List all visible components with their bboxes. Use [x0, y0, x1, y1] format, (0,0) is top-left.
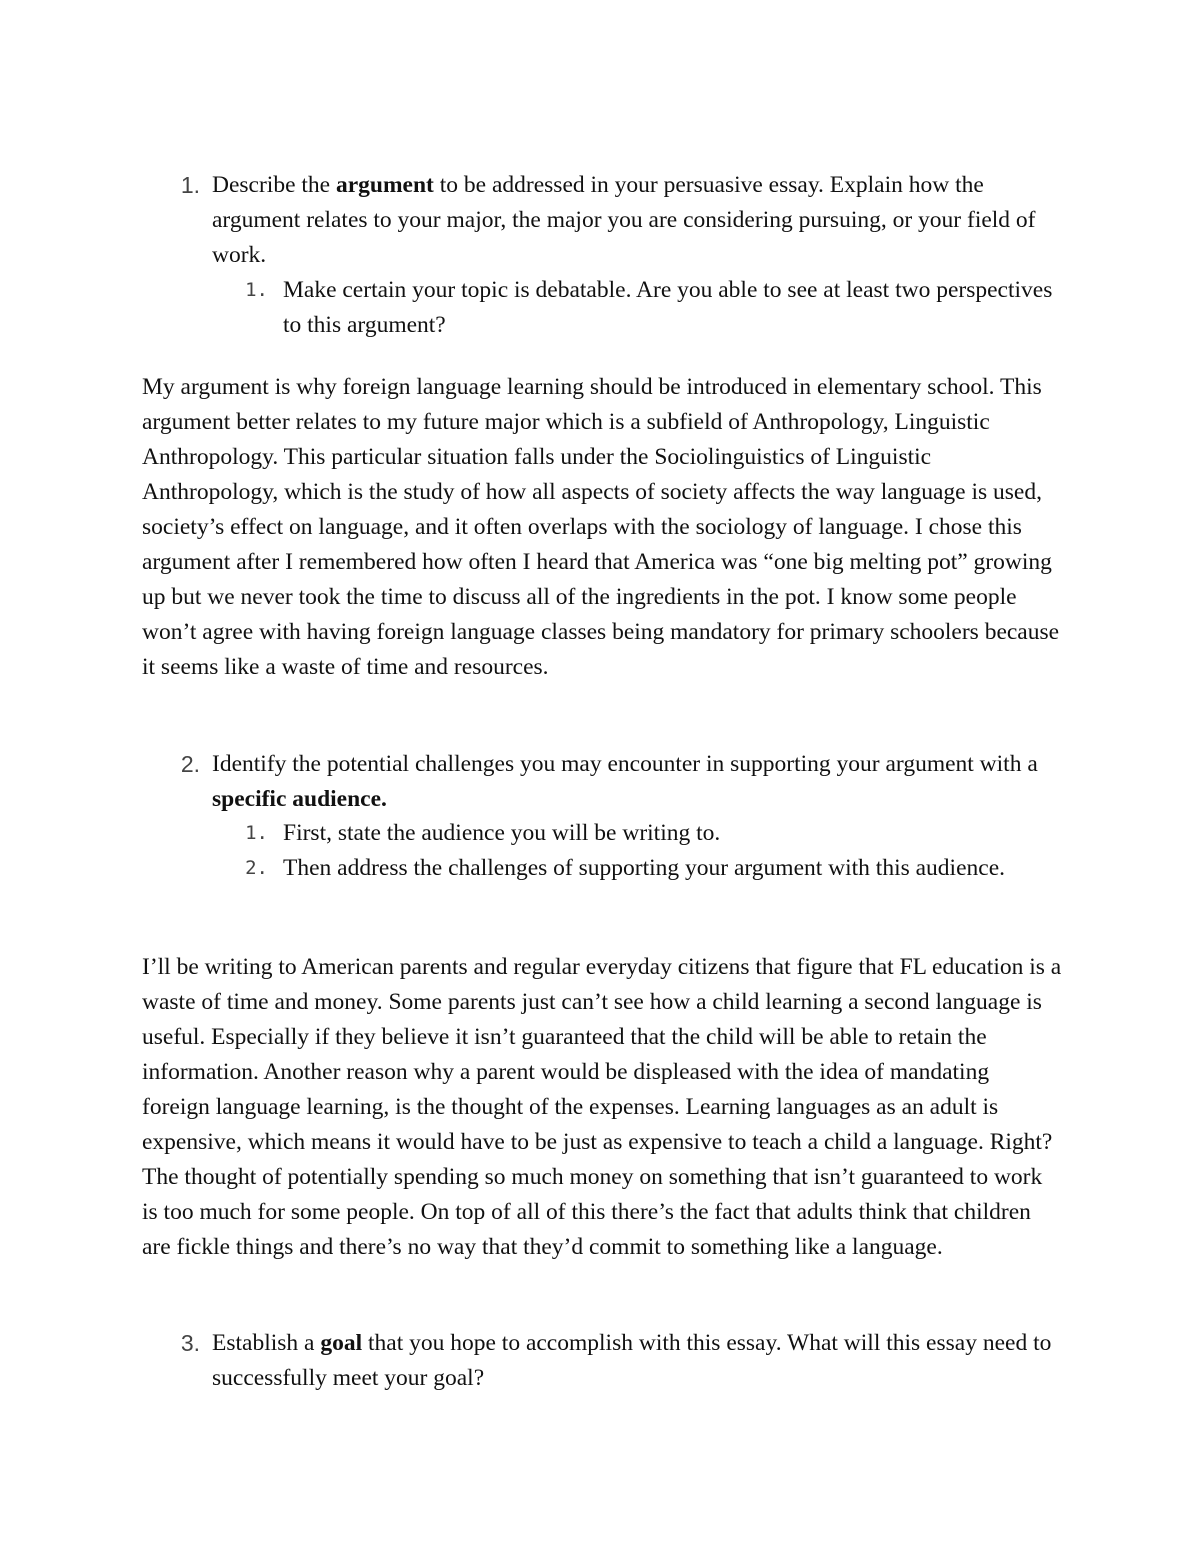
- question-3-number: 3.: [180, 1330, 200, 1356]
- question-2-number: 2.: [180, 751, 200, 777]
- question-2-sub-2-text: Then address the challenges of supporting your argument with this audience.: [283, 855, 1006, 881]
- question-3-text-bold: goal: [320, 1330, 363, 1356]
- question-1-text-after: to be addressed in your persuasive essay. Explain how the argument relates to your major, the major you are considering pursuing, or your field of work.: [212, 172, 1036, 268]
- question-3-text: [212, 1326, 1062, 1396]
- question-1-text-bold: argument: [335, 172, 434, 198]
- question-3-text-after: that you hope to accomplish with this essay. What will this essay need to successfully meet your goal?: [212, 1330, 1052, 1391]
- question-1-sub-1-number: 1.: [245, 279, 268, 301]
- question-2-text: [212, 747, 1062, 817]
- answer-2-paragraph: I’ll be writing to American parents and regular everyday citizens that figure that FL education is a waste of time and money. Some parents just can’t see how a child learning a second language is useful. Especially if they believe it isn’t guaranteed that the child will be able to retain the information. Another reason why a parent would be displeased with the idea of mandating foreign language learning, is the thought of the expenses. Learning languages as an adult is expensive, which means it would have to be just as expensive to teach a child a language. Right? The thought of potentially spending so much money on something that isn’t guaranteed to work is too much for some people. On top of all of this there’s the fact that adults think that children are fickle things and there’s no way that they’d commit to something like a language.: [142, 954, 1062, 1260]
- answer-1-paragraph: My argument is why foreign language learning should be introduced in elementary school. This argument better relates to my future major which is a subfield of Anthropology, Linguistic Anthropology. This particular situation falls under the Sociolinguistics of Linguistic Anthropology, which is the study of how all aspects of society affects the way language is used, society’s effect on language, and it often overlaps with the sociology of language. I chose this argument after I remembered how often I heard that America was “one big melting pot” growing up but we never took the time to discuss all of the ingredients in the pot. I know some people won’t agree with having foreign language classes being mandatory for primary schoolers because it seems like a waste of time and resources.: [142, 374, 1060, 680]
- question-2-text-before: Identify the potential challenges you may encounter in supporting your argument with a: [212, 751, 1038, 777]
- question-2-sub-2-number: 2.: [245, 857, 268, 879]
- question-1-sub-1-text: Make certain your topic is debatable. Are you able to see at least two perspectives to this argument?: [283, 277, 1053, 338]
- question-1-number: 1.: [180, 172, 200, 198]
- question-3-text-before: Establish a: [212, 1330, 321, 1356]
- question-2-sub-1-text: First, state the audience you will be writing to.: [283, 820, 721, 846]
- question-2-text-bold: specific audience.: [212, 786, 387, 812]
- question-2-sub-1-number: 1.: [245, 822, 268, 844]
- question-1-text-before: Describe the: [212, 172, 336, 198]
- question-1-text: [212, 168, 1062, 273]
